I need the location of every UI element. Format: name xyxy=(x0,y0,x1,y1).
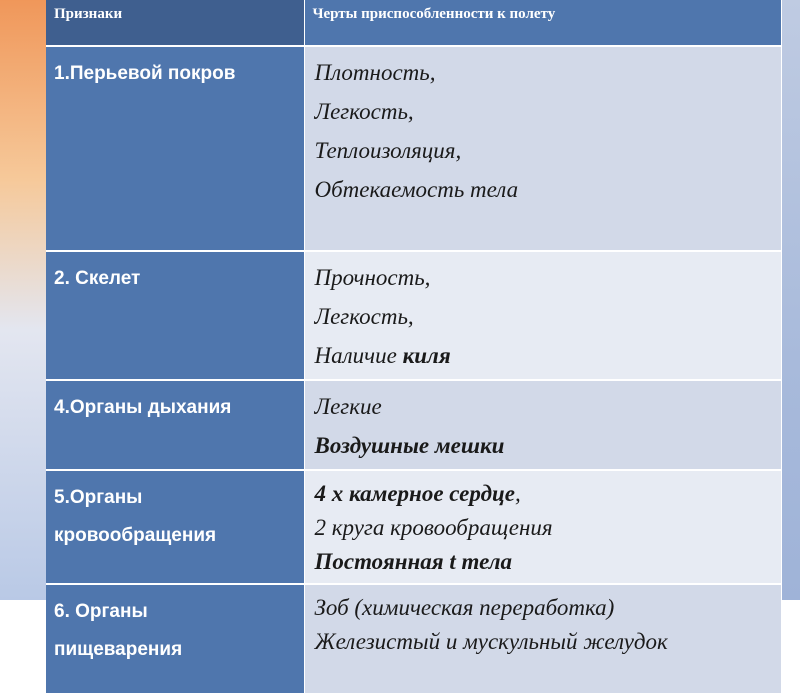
adaptation-line xyxy=(315,426,771,465)
adaptation-text: Наличие xyxy=(314,343,403,368)
adaptation-line xyxy=(315,545,771,579)
header-adaptations: Черты приспособленности к полету xyxy=(304,0,781,46)
adaptation-cell xyxy=(304,46,781,251)
feature-cell xyxy=(46,584,304,694)
table-row xyxy=(46,584,781,694)
adaptation-text: Теплоизоляция, xyxy=(314,138,462,163)
adaptation-text: 4 х камерное сердце xyxy=(314,481,515,506)
adaptation-line xyxy=(315,131,771,170)
feature-label: 4.Органы дыхания xyxy=(54,397,232,418)
table-row xyxy=(46,46,781,251)
adaptation-text: Постоянная t тела xyxy=(314,549,513,574)
adaptation-cell xyxy=(304,380,781,470)
feature-label: 1.Перьевой покров xyxy=(54,63,236,84)
adaptation-line xyxy=(315,170,771,209)
adaptation-line xyxy=(315,591,771,625)
header-features: Признаки xyxy=(46,0,304,46)
adaptation-text: Обтекаемость тела xyxy=(314,177,519,202)
adaptation-text: Плотность, xyxy=(314,60,436,85)
adaptation-line xyxy=(315,258,771,297)
adaptation-line xyxy=(315,387,771,426)
slide-background-right xyxy=(781,0,800,600)
table-row xyxy=(46,251,781,380)
adaptation-text: Легкие xyxy=(314,394,382,419)
table-header-row xyxy=(46,0,781,46)
feature-label-line: 6. Органы xyxy=(54,601,148,622)
adaptation-cell xyxy=(304,584,781,694)
adaptation-line xyxy=(315,625,771,659)
adaptation-cell xyxy=(304,470,781,584)
table-row xyxy=(46,380,781,470)
adaptation-cell xyxy=(304,251,781,380)
feature-label-line: кровообращения xyxy=(54,525,217,546)
bird-flight-adaptation-table xyxy=(46,0,782,695)
adaptation-line xyxy=(315,511,771,545)
adaptation-line xyxy=(315,477,771,511)
adaptation-text: Железистый и мускульный желудок xyxy=(314,629,668,654)
feature-cell xyxy=(46,470,304,584)
feature-cell xyxy=(46,251,304,380)
adaptation-line xyxy=(315,336,771,375)
adaptation-text: Легкость, xyxy=(314,304,414,329)
adaptation-text: 2 круга кровообращения xyxy=(314,515,553,540)
feature-cell xyxy=(46,46,304,251)
adaptation-text: киля xyxy=(402,343,451,368)
table-row xyxy=(46,470,781,584)
adaptation-text: , xyxy=(515,481,521,506)
adaptation-text: Легкость, xyxy=(314,99,414,124)
adaptation-text: Зоб (химическая переработка) xyxy=(314,595,615,620)
adaptation-line xyxy=(315,297,771,336)
feature-label-line: пищеварения xyxy=(54,639,183,660)
feature-label: 2. Скелет xyxy=(54,268,141,289)
adaptation-text: Воздушные мешки xyxy=(314,433,505,458)
adaptation-line xyxy=(315,92,771,131)
slide-background-left xyxy=(0,0,46,600)
feature-cell xyxy=(46,380,304,470)
adaptation-line xyxy=(315,53,771,92)
feature-label-line: 5.Органы xyxy=(54,487,143,508)
adaptation-text: Прочность, xyxy=(314,265,431,290)
